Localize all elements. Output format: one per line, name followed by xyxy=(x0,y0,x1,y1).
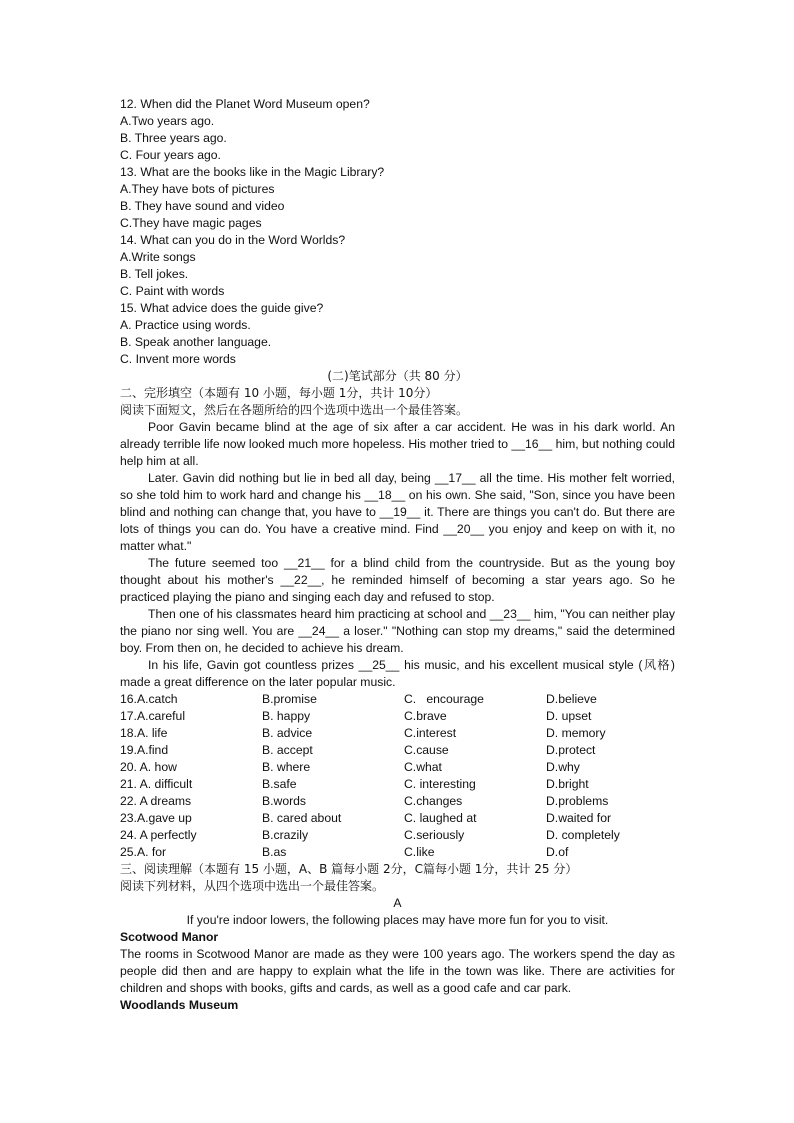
option-text: C.brave xyxy=(404,709,447,723)
option-text: B.as xyxy=(262,845,287,859)
option-text: D.waited for xyxy=(546,811,612,825)
option-13b: B. They have sound and video xyxy=(120,199,285,213)
option-text: D.protect xyxy=(546,743,596,757)
option-text: 20. A. how xyxy=(120,760,177,774)
option-text: 19.A.find xyxy=(120,743,169,757)
option-12a: A.Two years ago. xyxy=(120,114,215,128)
option-text: D.problems xyxy=(546,794,609,808)
options-25 xyxy=(120,844,675,861)
options-24 xyxy=(120,827,675,844)
option-text: D.why xyxy=(546,760,580,774)
option-12c: C. Four years ago. xyxy=(120,148,221,162)
place-description: The rooms in Scotwood Manor are made as they were 100 years ago. The workers spend the day as people did then and are happy to explain what the life in the town was like. There are activities for children and shops with books, gifts and cards, as well as a good cafe and car park. xyxy=(120,947,675,995)
option-text: C.interest xyxy=(404,726,457,740)
option-text: B. where xyxy=(262,760,311,774)
option-text: C. interesting xyxy=(404,777,476,791)
option-text: C.cause xyxy=(404,743,449,757)
cloze-paragraph-2: Later. Gavin did nothing but lie in bed all day, being __17__ all the time. His mother felt worried, so she told him to work hard and change his __18__ on his own. She said, "Son, since you have been blind and nothing can change that, you have to __19__ it. There are things you can't do. But there are lots of things you can do. You have a creative mind. Find __20__ you enjoy and keep on with it, no matter what." xyxy=(120,471,675,553)
reading-heading: 三、阅读理解（本题有 15 小题，A、B 篇每小题 2分，C篇每小题 1分，共计 25 分） xyxy=(120,862,578,876)
written-section-title: (二)笔试部分（共 80 分） xyxy=(327,369,468,383)
option-text: 25.A. for xyxy=(120,845,167,859)
option-13c: C.They have magic pages xyxy=(120,216,262,230)
option-text: B. accept xyxy=(262,743,313,757)
option-text: 16.A.catch xyxy=(120,692,178,706)
option-text: D.of xyxy=(546,845,569,859)
cloze-paragraph-4: Then one of his classmates heard him practicing at school and __23__ him, "You can neither play the piano nor sing well. You are __24__ a loser." "Nothing can stop my dreams," said the determined boy. From then on, he decided to achieve his dream. xyxy=(120,607,675,655)
option-text: 24. A perfectly xyxy=(120,828,197,842)
reading-intro: If you're indoor lowers, the following places may have more fun for you to visit. xyxy=(186,913,609,927)
cloze-options xyxy=(120,691,675,861)
reading-section xyxy=(120,861,675,1014)
option-text: C.changes xyxy=(404,794,463,808)
listening-questions xyxy=(120,96,675,368)
option-13a: A.They have bots of pictures xyxy=(120,182,275,196)
cloze-heading: 二、完形填空（本题有 10 小题，每小题 1分，共计 10分） xyxy=(120,386,438,400)
option-text: B.safe xyxy=(262,777,297,791)
cloze-paragraph-3: The future seemed too __21__ for a blind child from the countryside. But as the young boy thought about his mother's __22__, he reminded himself of becoming a star years ago. So he practiced playing the piano and singing each day and refused to stop. xyxy=(120,556,675,604)
option-text: C. laughed at xyxy=(404,811,477,825)
reading-instruction: 阅读下列材料，从四个选项中选出一个最佳答案。 xyxy=(120,879,385,893)
option-text: C.seriously xyxy=(404,828,465,842)
option-text: D. completely xyxy=(546,828,620,842)
option-text: C. encourage xyxy=(404,692,484,706)
option-14b: B. Tell jokes. xyxy=(120,267,189,281)
section-label: A xyxy=(393,896,402,910)
option-text: D.bright xyxy=(546,777,589,791)
exam-page xyxy=(120,96,675,1014)
option-text: 23.A.gave up xyxy=(120,811,192,825)
options-19 xyxy=(120,742,675,759)
options-22 xyxy=(120,793,675,810)
place-name: Scotwood Manor xyxy=(120,930,219,944)
option-14a: A.Write songs xyxy=(120,250,196,264)
question-15: 15. What advice does the guide give? xyxy=(120,301,324,315)
cloze-instruction: 阅读下面短文，然后在各题所给的四个选项中选出一个最佳答案。 xyxy=(120,403,469,417)
option-text: B. advice xyxy=(262,726,313,740)
option-15b: B. Speak another language. xyxy=(120,335,272,349)
cloze-paragraph-5: In his life, Gavin got countless prizes __25__ his music, and his excellent musical style (风格) made a great difference on the later popular music. xyxy=(120,658,675,689)
question-14: 14. What can you do in the Word Worlds? xyxy=(120,233,346,247)
option-text: D. memory xyxy=(546,726,606,740)
option-text: D.believe xyxy=(546,692,597,706)
option-text: D. upset xyxy=(546,709,592,723)
option-15c: C. Invent more words xyxy=(120,352,236,366)
option-text: B.crazily xyxy=(262,828,309,842)
option-text: B.words xyxy=(262,794,307,808)
options-17 xyxy=(120,708,675,725)
option-15a: A. Practice using words. xyxy=(120,318,251,332)
place-name: Woodlands Museum xyxy=(120,998,239,1012)
options-16 xyxy=(120,691,675,708)
question-13: 13. What are the books like in the Magic Library? xyxy=(120,165,385,179)
option-text: B.promise xyxy=(262,692,317,706)
option-14c: C. Paint with words xyxy=(120,284,225,298)
option-text: 21. A. difficult xyxy=(120,777,193,791)
option-text: 18.A. life xyxy=(120,726,168,740)
option-text: C.like xyxy=(404,845,435,859)
option-text: C.what xyxy=(404,760,442,774)
options-18 xyxy=(120,725,675,742)
option-text: B. cared about xyxy=(262,811,342,825)
options-23 xyxy=(120,810,675,827)
option-12b: B. Three years ago. xyxy=(120,131,227,145)
option-text: B. happy xyxy=(262,709,311,723)
options-21 xyxy=(120,776,675,793)
option-text: 17.A.careful xyxy=(120,709,186,723)
question-12: 12. When did the Planet Word Museum open? xyxy=(120,97,370,111)
cloze-section xyxy=(120,385,675,861)
option-text: 22. A dreams xyxy=(120,794,192,808)
options-20 xyxy=(120,759,675,776)
cloze-paragraph-1: Poor Gavin became blind at the age of six after a car accident. He was in his dark world. An already terrible life now looked much more hopeless. His mother tried to __16__ him, but nothing could help him at all. xyxy=(120,420,675,468)
